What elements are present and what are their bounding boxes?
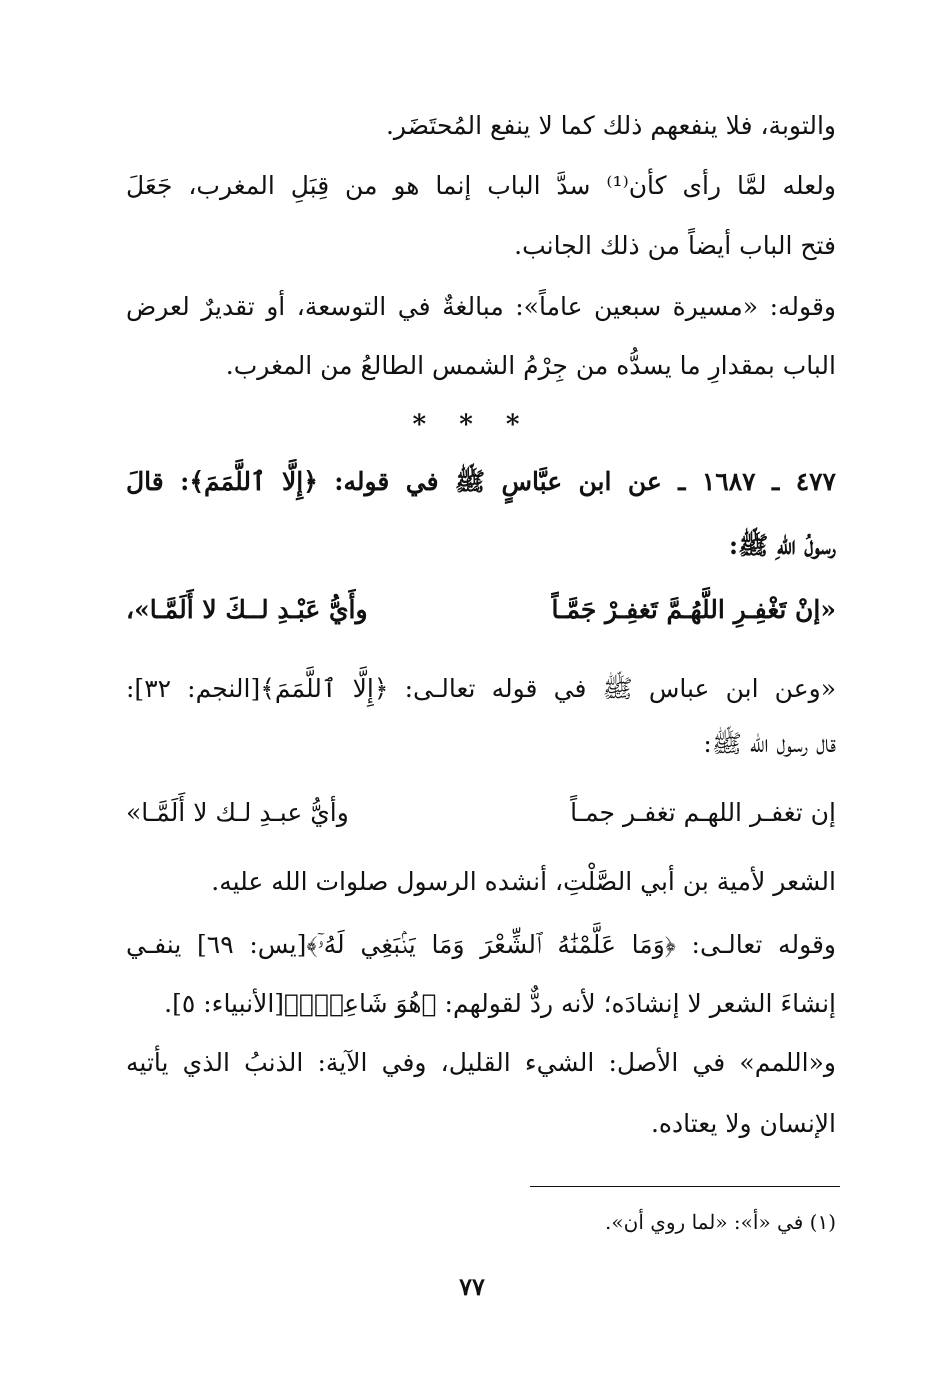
paragraph-line: وقوله: «مسيرة سبعين عاماً»: مبالغةٌ في التوسعة، أو تقديرٌ لعرض: [126, 292, 836, 321]
paragraph-line: الإنسان ولا يعتاده.: [650, 1109, 836, 1138]
poetry-verse: [126, 793, 836, 833]
paragraph-line: والتوبة، فلا ينفعهم ذلك كما لا ينفع المُحتَضَر.: [385, 111, 836, 140]
paragraph-line: وقوله تعالـى: ﴿وَمَا عَلَّمْنَٰهُ ٱلشِّعْرَ وَمَا يَنۢبَغِي لَهُۥٓ﴾[يس: ٦٩] ينفـي: [126, 930, 837, 959]
paragraph-line: ولعله لمَّا رأى كأن⁽¹⁾ سدَّ الباب إنما هو من قِبَلِ المغرب، جَعَلَ: [126, 171, 836, 200]
hadith-heading-cont: رسولُ اللهِ ﷺ:: [728, 531, 836, 560]
paragraph-line: إنشاءَ الشعر لا إنشادَه؛ لأنه ردٌّ لقولهم: ﴿هُوَ شَاعِرٌۢ﴾[الأنبياء: ٥].: [164, 989, 836, 1018]
verse-hemistich-second: وأَيُّ عَبْـدِ لــكَ لا أَلَمَّـا»،: [126, 595, 368, 624]
verse-hemistich-first: إن تغفـر اللهـم تغفـر جمـاً: [570, 798, 836, 827]
hadith-heading: ٤٧٧ ـ ١٦٨٧ ـ عن ابن عبَّاسٍ ﷺ في قوله: ﴿إِلَّا ٱللَّمَمَ﴾: قالَ: [126, 467, 836, 496]
page-number: ٧٧: [459, 1272, 485, 1301]
verse-hemistich-second: وأيُّ عبـدِ لـك لا أَلَمَّـا»: [126, 798, 349, 827]
footnote-rule: [530, 1186, 840, 1187]
paragraph-line: الشعر لأمية بن أبي الصَّلْتِ، أنشده الرسول صلوات الله عليه.: [211, 867, 836, 896]
poetry-verse: [126, 590, 836, 630]
paragraph-line: فتح الباب أيضاً من ذلك الجانب.: [514, 231, 836, 260]
section-separator: * * *: [412, 410, 532, 440]
quoted-line: قال رسول الله ﷺ:: [703, 729, 836, 758]
quoted-line: «وعن ابن عباس ﷺ في قوله تعالـى: ﴿إِلَّا ٱللَّمَمَ﴾[النجم: ٣٢]:: [126, 674, 836, 703]
footnote: (١) في «أ»: «لما روي أن».: [605, 1210, 836, 1234]
paragraph-line: و«اللمم» في الأصل: الشيء القليل، وفي الآية: الذنبُ الذي يأتيه: [126, 1048, 836, 1077]
paragraph-line: الباب بمقدارِ ما يسدُّه من جِرْمُ الشمس الطالعُ من المغرب.: [225, 351, 836, 380]
verse-hemistich-first: «إنْ تَغْفِـرِ اللَّهُـمَّ تَغفِـرْ جَمَّـاً: [551, 595, 836, 624]
